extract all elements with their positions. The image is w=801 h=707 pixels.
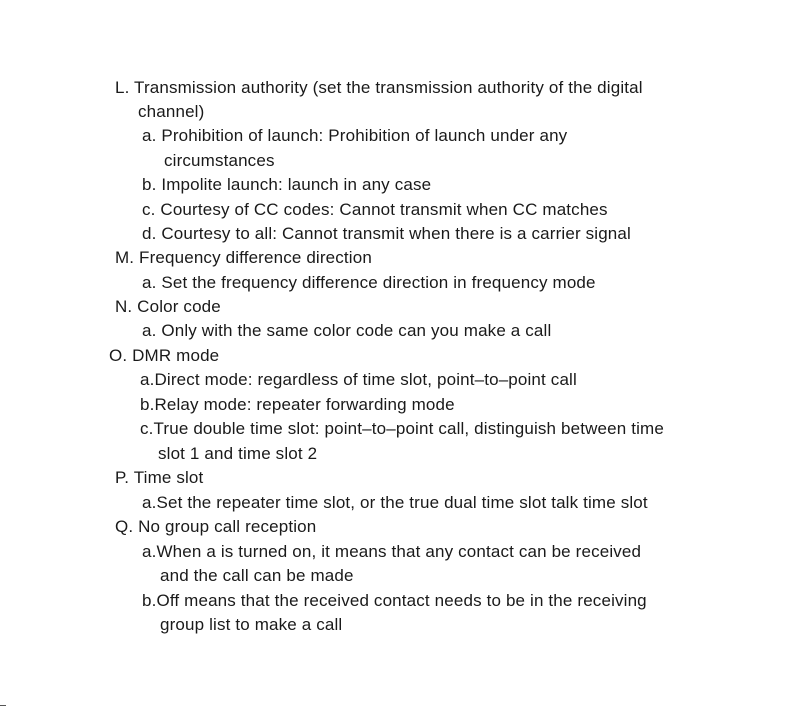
section-l-item-c: c. Courtesy of CC codes: Cannot transmit when CC matches [142, 200, 608, 219]
section-o-item-c-continued: slot 1 and time slot 2 [158, 444, 318, 463]
section-l-item-a-continued: circumstances [164, 151, 275, 170]
section-l-item-a: a. Prohibition of launch: Prohibition of launch under any [142, 126, 568, 145]
section-o-item-b: b.Relay mode: repeater forwarding mode [140, 395, 455, 414]
section-p-item-a: a.Set the repeater time slot, or the true dual time slot talk time slot [142, 493, 648, 512]
section-q-item-a: a.When a is turned on, it means that any contact can be received [142, 542, 642, 561]
section-n-title: N. Color code [115, 297, 221, 316]
section-l-title-continued: channel) [138, 102, 205, 121]
section-q-item-a-continued: and the call can be made [160, 566, 354, 585]
section-o-item-c: c.True double time slot: point–to–point call, distinguish between time [140, 419, 664, 438]
section-q-title: Q. No group call reception [115, 517, 317, 536]
section-l-item-b: b. Impolite launch: launch in any case [142, 175, 432, 194]
crop-mark [0, 705, 6, 706]
section-l-item-d: d. Courtesy to all: Cannot transmit when there is a carrier signal [142, 224, 631, 243]
section-m-title: M. Frequency difference direction [115, 248, 372, 267]
section-q-item-b-continued: group list to make a call [160, 615, 343, 634]
section-m-item-a: a. Set the frequency difference direction in frequency mode [142, 273, 596, 292]
section-q-item-b: b.Off means that the received contact needs to be in the receiving [142, 591, 647, 610]
section-o-title: O. DMR mode [109, 346, 220, 365]
section-o-item-a: a.Direct mode: regardless of time slot, point–to–point call [140, 370, 577, 389]
section-n-item-a: a. Only with the same color code can you make a call [142, 321, 552, 340]
section-p-title: P. Time slot [115, 468, 204, 487]
section-l-title: L. Transmission authority (set the transmission authority of the digital [115, 78, 643, 97]
